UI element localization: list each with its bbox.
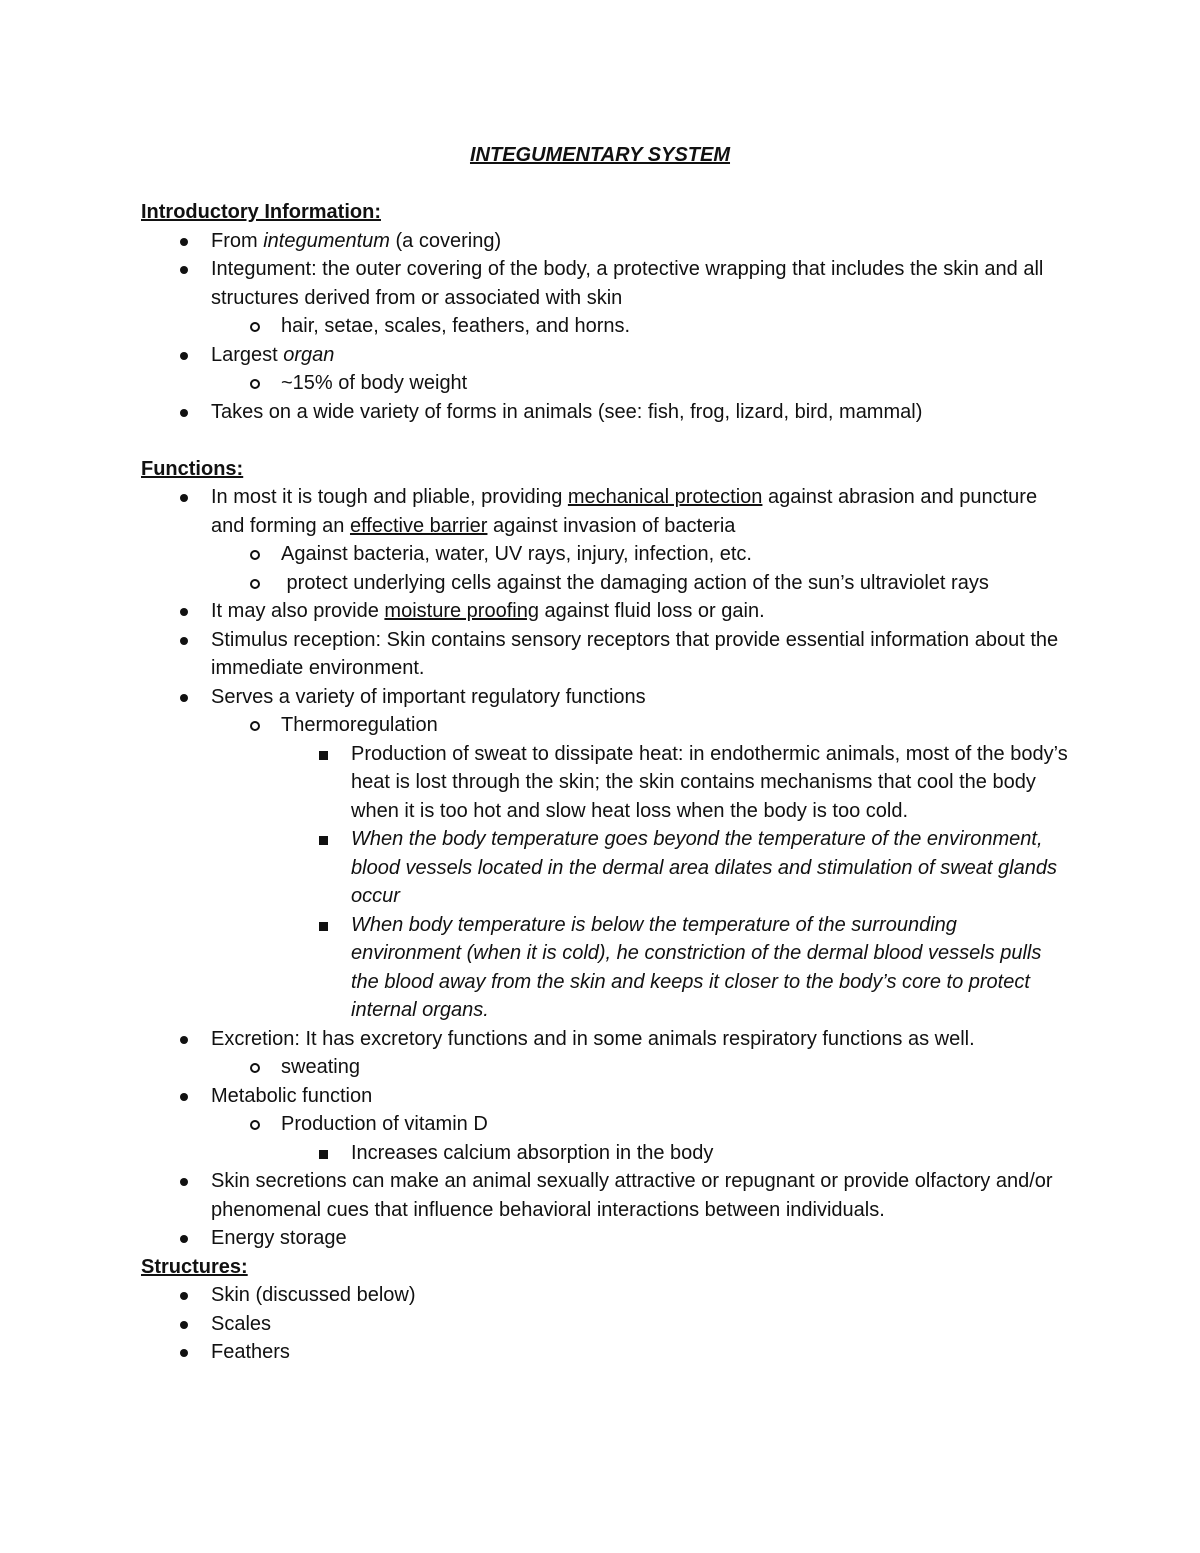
text: In most it is tough and pliable, providing <box>211 486 568 508</box>
functions-heading: Functions: <box>141 457 244 480</box>
bullet-icon <box>180 238 188 246</box>
circle-bullet-icon <box>250 1120 260 1130</box>
list-item <box>141 1338 1071 1367</box>
list-item <box>141 597 1071 626</box>
spacer <box>141 426 1071 455</box>
bullet-icon <box>180 266 188 274</box>
text-italic: When the body temperature goes beyond the temperature of the environment, blood vessels located in the dermal area dilates and stimulation of sweat glands occur <box>351 828 1057 907</box>
list-item <box>141 1167 1071 1224</box>
text: Against bacteria, water, UV rays, injury, infection, etc. <box>281 543 752 565</box>
sub-list <box>211 312 1071 341</box>
text: Thermoregulation <box>281 714 438 736</box>
text: Integument: the outer covering of the body, a protective wrapping that includes the skin and all structures derived from or associated with skin <box>211 258 1044 309</box>
bullet-icon <box>180 1235 188 1243</box>
text: From <box>211 229 264 252</box>
text: Serves a variety of important regulatory functions <box>211 685 646 708</box>
text: Skin secretions can make an animal sexually attractive or repugnant or provide olfactory and/or phenomenal cues that influence behavioral interactions between individuals. <box>211 1170 1053 1221</box>
text: Skin (discussed below) <box>211 1284 416 1306</box>
text: (a covering) <box>389 229 502 252</box>
sub-sub-list <box>281 1139 1071 1168</box>
list-item <box>141 1025 1071 1082</box>
bullet-icon <box>180 409 188 417</box>
document-body <box>141 198 1071 1367</box>
square-bullet-icon <box>319 1150 328 1159</box>
list-item <box>211 540 1071 569</box>
text: Energy storage <box>211 1227 347 1249</box>
bullet-icon <box>180 1349 188 1357</box>
list-item <box>281 740 1071 826</box>
structures-heading: Structures: <box>141 1255 248 1278</box>
text: sweating <box>281 1056 360 1078</box>
text: Takes on a wide variety of forms in animals (see: fish, frog, lizard, bird, mammal) <box>211 400 923 423</box>
text: against invasion of bacteria <box>487 514 736 537</box>
text: hair, setae, scales, feathers, and horns. <box>281 315 631 337</box>
list-item <box>281 825 1071 911</box>
bullet-icon <box>180 1321 188 1329</box>
list-item <box>141 341 1071 398</box>
square-bullet-icon <box>319 751 328 760</box>
text-italic: When body temperature is below the temperature of the surrounding environment (when it is cold), he constriction of the dermal blood vessels pulls the blood away from the skin and keeps it closer to the body’s core to protect internal organs. <box>351 913 1042 1021</box>
list-item <box>141 227 1071 256</box>
text: protect underlying cells against the damaging action of the sun’s ultraviolet rays <box>281 571 989 594</box>
circle-bullet-icon <box>250 379 260 389</box>
list-item <box>141 626 1071 683</box>
bullet-icon <box>180 1292 188 1300</box>
list-item <box>141 1281 1071 1310</box>
text-italic: integumentum <box>263 229 390 252</box>
list-item <box>211 569 1071 598</box>
square-bullet-icon <box>319 836 328 845</box>
bullet-icon <box>180 494 188 502</box>
text: Scales <box>211 1312 272 1335</box>
text: It may also provide <box>211 600 385 622</box>
list-item <box>281 911 1071 1025</box>
list-item <box>281 1139 1071 1168</box>
text: Production of sweat to dissipate heat: in endothermic animals, most of the body’s heat is lost through the skin; the skin contains mechanisms that cool the body when it is too hot and slow heat loss when the body is too cold. <box>351 742 1068 822</box>
bullet-icon <box>180 1036 188 1044</box>
bullet-icon <box>180 637 188 645</box>
sub-list <box>211 711 1071 1025</box>
document-title: INTEGUMENTARY SYSTEM <box>469 144 731 166</box>
text-underlined: effective barrier <box>349 514 488 537</box>
functions-list <box>141 483 1071 1253</box>
list-item <box>141 1082 1071 1168</box>
text: against abrasion and puncture and forming an <box>211 486 1038 537</box>
bullet-icon <box>180 1093 188 1101</box>
list-item <box>211 1053 1071 1082</box>
bullet-icon <box>180 608 188 616</box>
text: Largest <box>211 343 284 366</box>
intro-heading: Introductory Information: <box>141 201 381 223</box>
list-item <box>211 369 1071 398</box>
text-underlined: moisture proofing <box>384 600 539 622</box>
sub-list <box>211 369 1071 398</box>
text: Excretion: It has excretory functions and in some animals respiratory functions as well. <box>211 1027 975 1050</box>
text-underlined: mechanical protection <box>567 486 763 508</box>
sub-sub-list <box>281 740 1071 1025</box>
circle-bullet-icon <box>250 1063 260 1073</box>
bullet-icon <box>180 1178 188 1186</box>
text-italic: organ <box>283 343 335 366</box>
text: Feathers <box>211 1341 290 1363</box>
list-item <box>141 683 1071 1025</box>
structures-list <box>141 1281 1071 1367</box>
circle-bullet-icon <box>250 322 260 332</box>
sub-list <box>211 540 1071 597</box>
list-item <box>211 1110 1071 1167</box>
circle-bullet-icon <box>250 579 260 589</box>
text: Increases calcium absorption in the body <box>351 1141 714 1164</box>
text: Production of vitamin D <box>281 1113 488 1135</box>
sub-list <box>211 1053 1071 1082</box>
list-item <box>141 255 1071 341</box>
sub-list <box>211 1110 1071 1167</box>
text: Metabolic function <box>211 1084 373 1107</box>
bullet-icon <box>180 694 188 702</box>
list-item <box>141 483 1071 597</box>
text: Stimulus reception: Skin contains sensory receptors that provide essential information about the immediate environment. <box>211 628 1059 679</box>
list-item <box>211 711 1071 1025</box>
square-bullet-icon <box>319 922 328 931</box>
circle-bullet-icon <box>250 721 260 731</box>
text: against fluid loss or gain. <box>538 600 765 622</box>
bullet-icon <box>180 352 188 360</box>
list-item <box>141 1310 1071 1339</box>
intro-list <box>141 227 1071 427</box>
circle-bullet-icon <box>250 550 260 560</box>
list-item <box>211 312 1071 341</box>
list-item <box>141 398 1071 427</box>
text: ~15% of body weight <box>281 372 468 394</box>
list-item <box>141 1224 1071 1253</box>
